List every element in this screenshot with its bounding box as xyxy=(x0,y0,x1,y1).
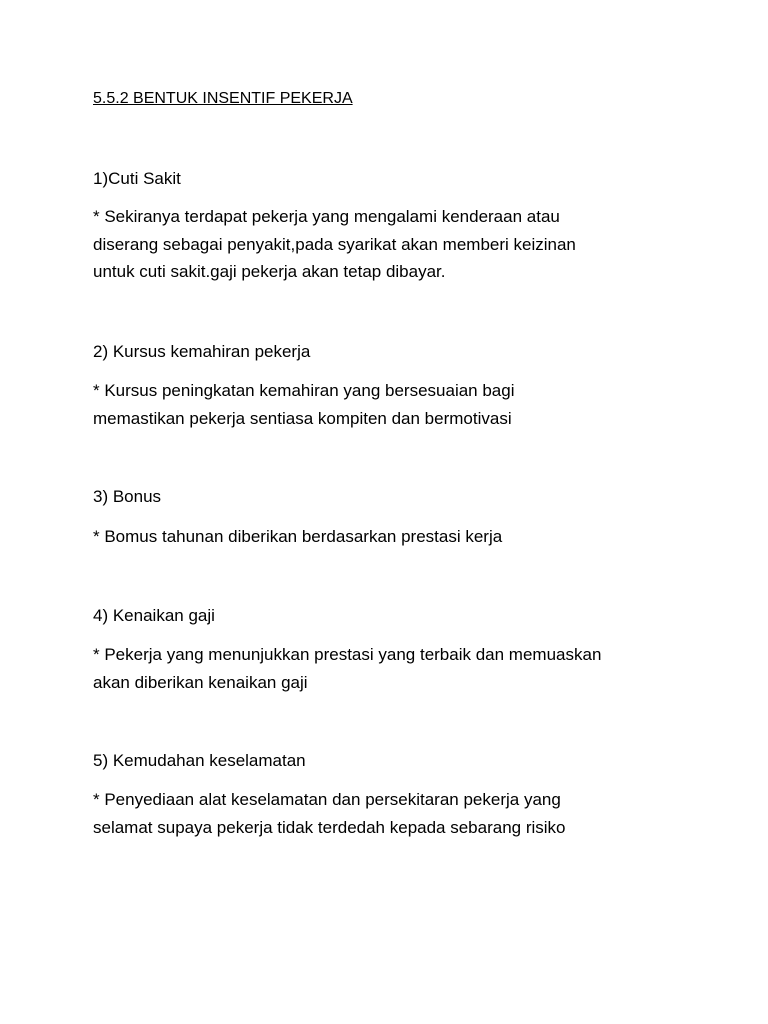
item-body-cuti-sakit: * Sekiranya terdapat pekerja yang mengalami kenderaan atau diserang sebagai penyakit,pada syarikat akan memberi keizinan untuk cuti sakit.gaji pekerja akan tetap dibayar. xyxy=(93,207,576,281)
item-title-bonus: 3) Bonus xyxy=(93,487,162,506)
section-heading: 5.5.2 BENTUK INSENTIF PEKERJA xyxy=(93,90,353,107)
item-body-kursus-kemahiran: * Kursus peningkatan kemahiran yang bersesuaian bagi memastikan pekerja sentiasa kompiten dan bermotivasi xyxy=(93,381,515,428)
item-body-bonus: * Bomus tahunan diberikan berdasarkan prestasi kerja xyxy=(93,527,503,546)
item-body-kenaikan-gaji: * Pekerja yang menunjukkan prestasi yang terbaik dan memuaskan akan diberikan kenaikan gaji xyxy=(93,645,602,692)
item-title-kemudahan-keselamatan: 5) Kemudahan keselamatan xyxy=(93,751,306,770)
item-title-cuti-sakit: 1)Cuti Sakit xyxy=(93,169,181,188)
item-title-kenaikan-gaji: 4) Kenaikan gaji xyxy=(93,606,215,625)
item-title-kursus-kemahiran: 2) Kursus kemahiran pekerja xyxy=(93,342,311,361)
item-body-kemudahan-keselamatan: * Penyediaan alat keselamatan dan persekitaran pekerja yang selamat supaya pekerja tidak terdedah kepada sebarang risiko xyxy=(93,790,566,837)
